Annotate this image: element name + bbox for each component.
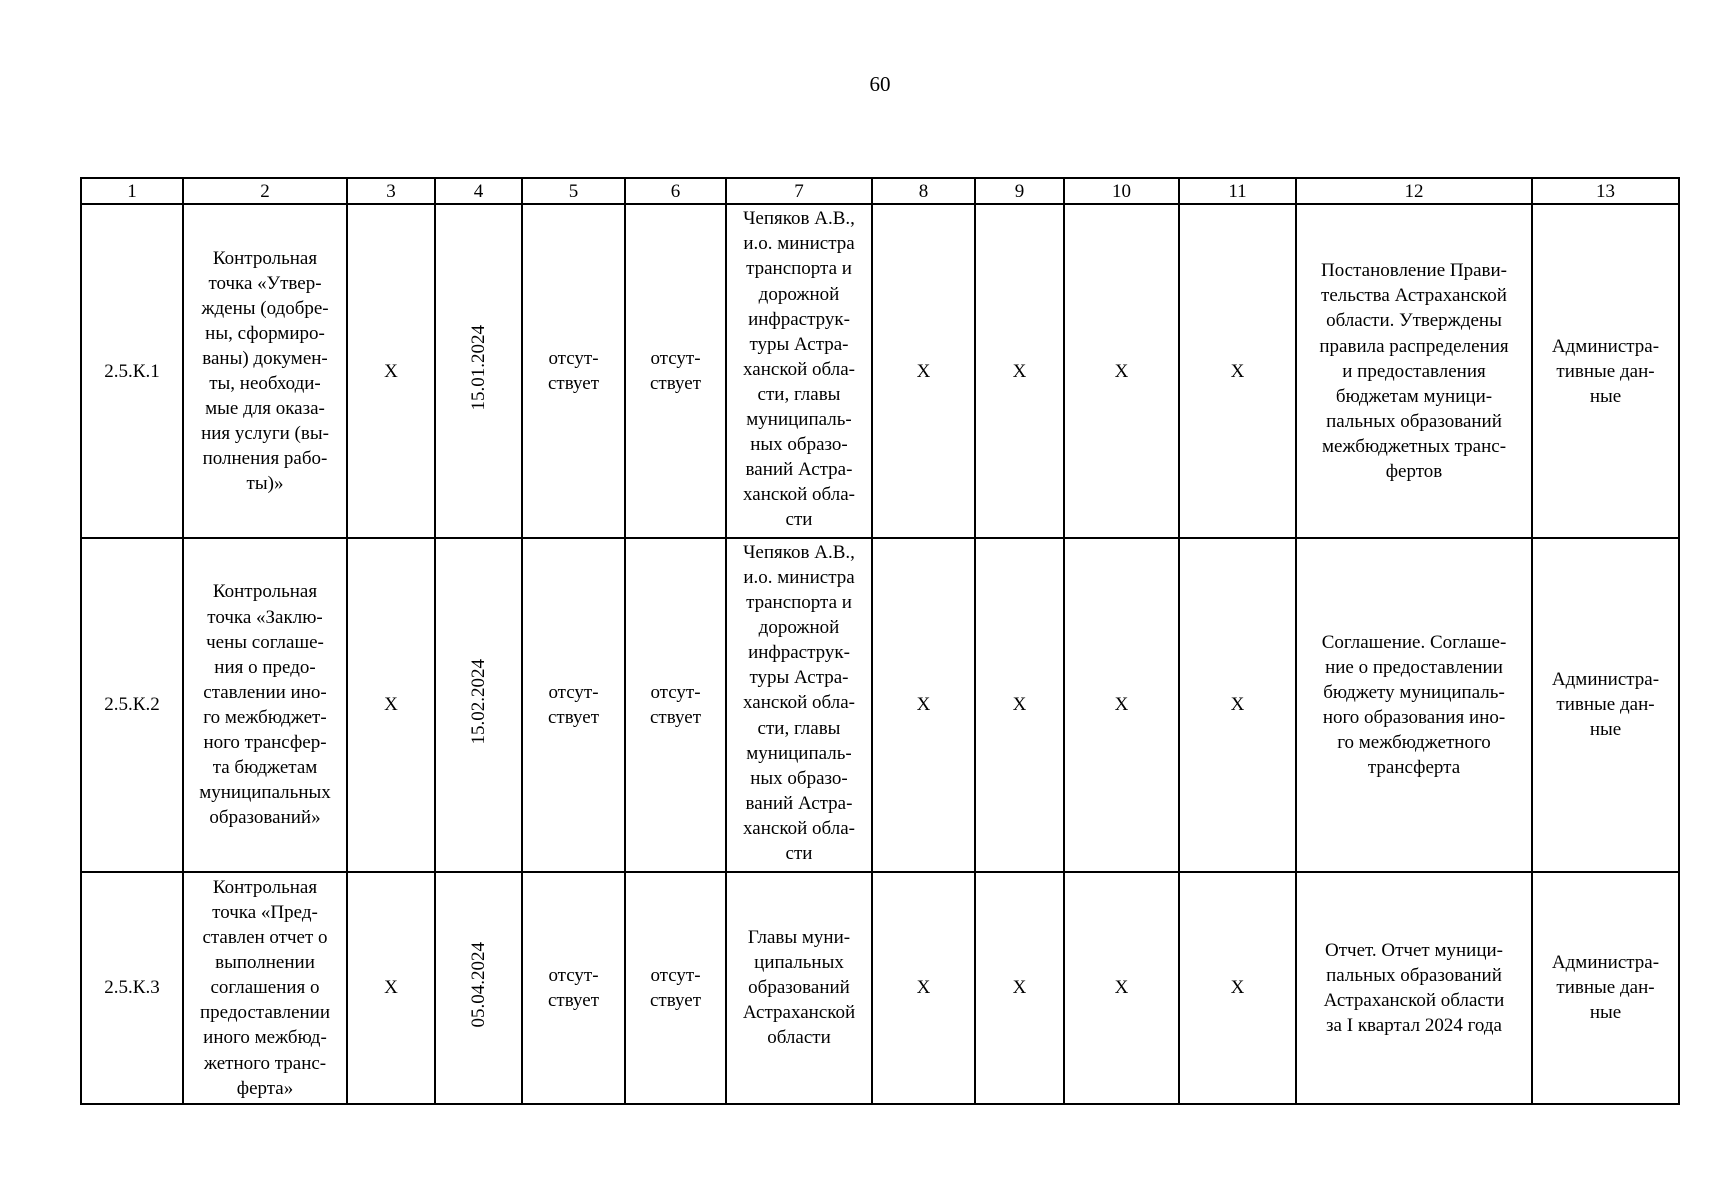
column-number: 3 — [347, 178, 435, 204]
cell-mark: Х — [347, 538, 435, 872]
control-point-title: Контрольная точка «Заклю- чены соглаше- ния о предо- ставлении ино- го межбюджет- ного трансфер- та бюджетам муниципальных образований» — [183, 538, 347, 872]
control-points-table — [80, 177, 1680, 1105]
column-number: 7 — [726, 178, 872, 204]
column-number: 10 — [1064, 178, 1179, 204]
cell-mark: Х — [347, 204, 435, 538]
data-source: Администра- тивные дан- ные — [1532, 872, 1679, 1104]
column-number: 4 — [435, 178, 522, 204]
date-cell — [435, 538, 522, 872]
control-date: 15.02.2024 — [467, 658, 489, 745]
result-description: Отчет. Отчет муници- пальных образований Астраханской области за I квартал 2024 года — [1296, 872, 1532, 1104]
cell-mark: Х — [1179, 872, 1296, 1104]
cell-mark: Х — [872, 204, 975, 538]
cell-mark: Х — [975, 538, 1064, 872]
responsible-person: Чепяков А.В., и.о. министра транспорта и дорожной инфраструк- туры Астра- ханской обла- сти, главы муниципаль- ных образо- ваний Астра- ханской обла- сти — [726, 204, 872, 538]
column-number: 1 — [81, 178, 183, 204]
column-number: 8 — [872, 178, 975, 204]
column-number: 13 — [1532, 178, 1679, 204]
data-source: Администра- тивные дан- ные — [1532, 204, 1679, 538]
column-number: 12 — [1296, 178, 1532, 204]
column-number: 11 — [1179, 178, 1296, 204]
cell-absent: отсут- ствует — [522, 872, 625, 1104]
table-row — [81, 872, 1679, 1104]
cell-mark: Х — [975, 204, 1064, 538]
responsible-person: Чепяков А.В., и.о. министра транспорта и дорожной инфраструк- туры Астра- ханской обла- сти, главы муниципаль- ных образо- ваний Астра- ханской обла- сти — [726, 538, 872, 872]
result-description: Соглашение. Соглаше- ние о предоставлении бюджету муниципаль- ного образования ино- го межбюджетного трансферта — [1296, 538, 1532, 872]
cell-mark: Х — [872, 872, 975, 1104]
cell-absent: отсут- ствует — [625, 872, 726, 1104]
control-point-title: Контрольная точка «Пред- ставлен отчет о выполнении соглашения о предоставлении иного межбюд- жетного транс- ферта» — [183, 872, 347, 1104]
column-number: 2 — [183, 178, 347, 204]
row-id: 2.5.К.3 — [81, 872, 183, 1104]
row-id: 2.5.К.2 — [81, 538, 183, 872]
cell-mark: Х — [1179, 204, 1296, 538]
cell-mark: Х — [1064, 204, 1179, 538]
data-source: Администра- тивные дан- ные — [1532, 538, 1679, 872]
cell-absent: отсут- ствует — [625, 538, 726, 872]
cell-absent: отсут- ствует — [522, 204, 625, 538]
cell-mark: Х — [975, 872, 1064, 1104]
column-number: 6 — [625, 178, 726, 204]
control-date: 05.04.2024 — [467, 941, 489, 1028]
date-cell — [435, 204, 522, 538]
cell-absent: отсут- ствует — [625, 204, 726, 538]
table-row — [81, 204, 1679, 538]
control-point-title: Контрольная точка «Утвер- ждены (одобре- ны, сформиро- ваны) докумен- ты, необходи- мые для оказа- ния услуги (вы- полнения рабо- ты)» — [183, 204, 347, 538]
cell-mark: Х — [347, 872, 435, 1104]
responsible-person: Главы муни- ципальных образований Астраханской области — [726, 872, 872, 1104]
row-id: 2.5.К.1 — [81, 204, 183, 538]
control-date: 15.01.2024 — [467, 324, 489, 411]
cell-absent: отсут- ствует — [522, 538, 625, 872]
cell-mark: Х — [872, 538, 975, 872]
cell-mark: Х — [1179, 538, 1296, 872]
result-description: Постановление Прави- тельства Астраханской области. Утверждены правила распределения и предоставления бюджетам муници- пальных образований межбюджетных транс- фертов — [1296, 204, 1532, 538]
cell-mark: Х — [1064, 538, 1179, 872]
column-number: 9 — [975, 178, 1064, 204]
column-number: 5 — [522, 178, 625, 204]
column-numbers-row — [81, 178, 1679, 204]
table-row — [81, 538, 1679, 872]
date-cell — [435, 872, 522, 1104]
cell-mark: Х — [1064, 872, 1179, 1104]
page-number: 60 — [869, 72, 891, 96]
